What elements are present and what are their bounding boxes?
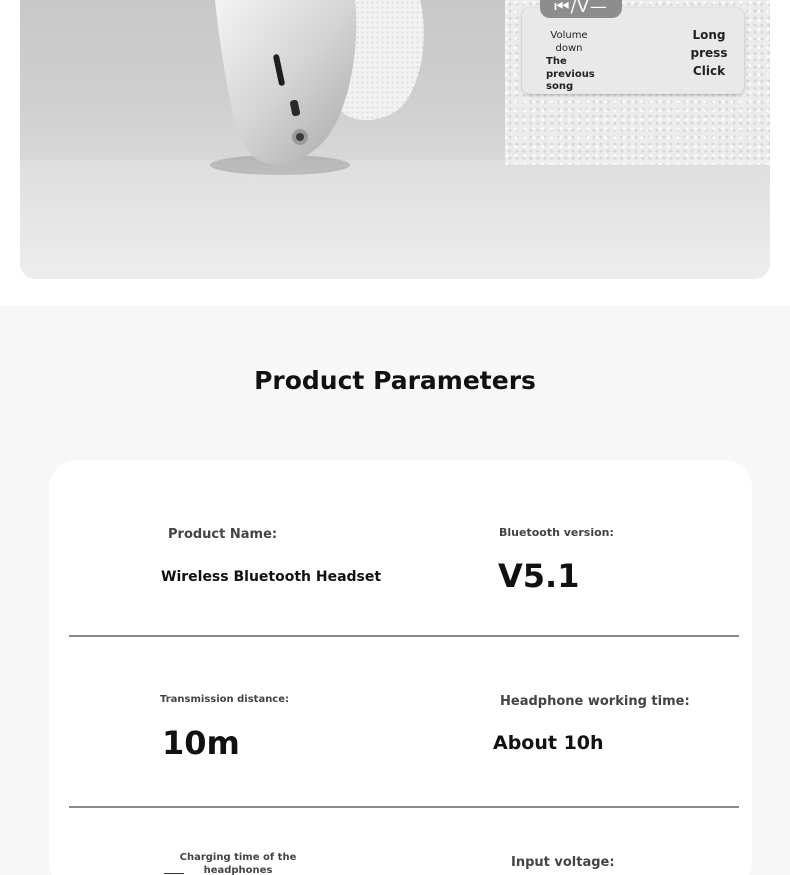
- working-time-label: Headphone working time:: [500, 694, 690, 709]
- previous-song-label: The previous song: [546, 56, 595, 92]
- working-time-value: About 10h: [493, 732, 604, 754]
- bluetooth-version-label: Bluetooth version:: [499, 526, 614, 539]
- product-image-section: [0, 0, 790, 306]
- parameters-card: [49, 460, 752, 875]
- product-name-label: Product Name:: [168, 527, 278, 542]
- product-name-value: Wireless Bluetooth Headset: [161, 569, 382, 585]
- input-voltage-label: Input voltage:: [511, 855, 615, 870]
- row-divider: [69, 635, 739, 637]
- long-press-click-label: Long press Click: [690, 28, 728, 78]
- previous-volume-down-icon: ⏮/V—: [540, 0, 622, 18]
- row-divider: [69, 806, 739, 808]
- bluetooth-version-value: V5.1: [498, 557, 580, 595]
- section-title: Product Parameters: [254, 366, 536, 395]
- transmission-distance-label: Transmission distance:: [160, 694, 290, 705]
- transmission-distance-value: 10m: [162, 724, 240, 762]
- volume-down-label: Volume down: [550, 30, 588, 54]
- charging-time-label: Charging time of the headphones: [179, 852, 297, 875]
